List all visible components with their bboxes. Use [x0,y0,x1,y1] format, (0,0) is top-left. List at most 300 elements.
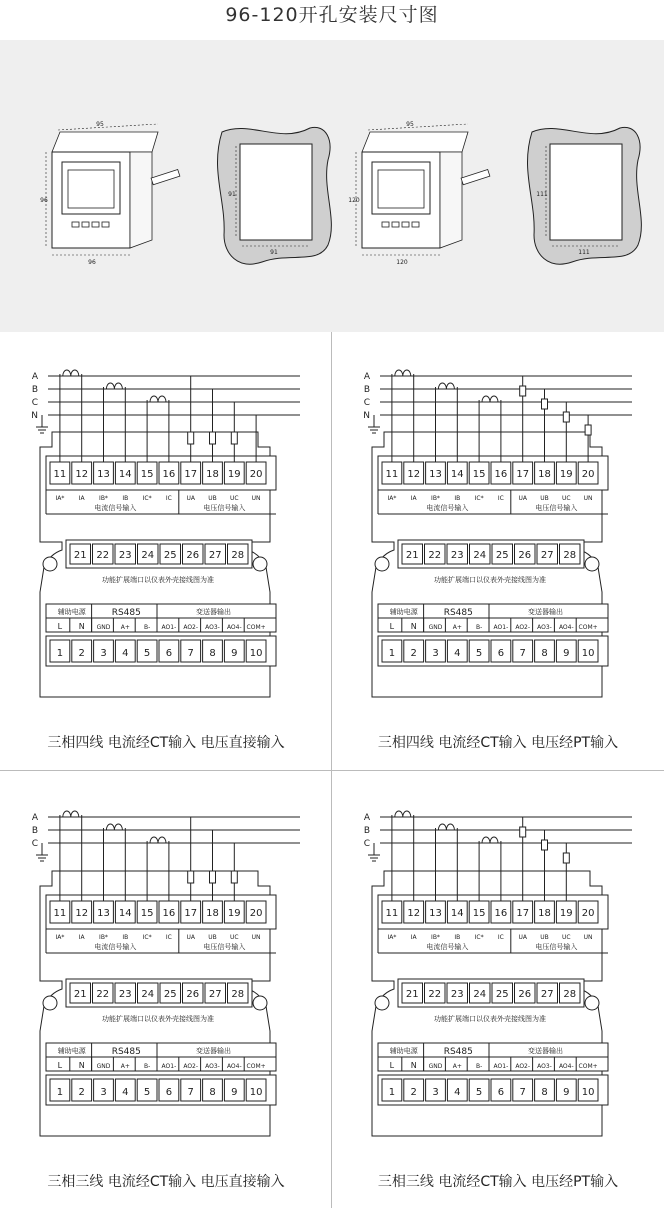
terminal-num-15: 15 [472,469,486,480]
terminal-num-15: 15 [140,908,154,919]
wiring-diagram-3p3w-ct-pt [332,771,664,1208]
terminal-label-15: IC* [474,934,484,941]
phase-label-c: C [31,839,38,849]
phase-label-c: C [31,398,38,408]
pt-fuse [563,853,569,863]
meter-top-face [52,132,158,152]
mount-clip [461,169,490,184]
expansion-note: 功能扩展端口以仪表外壳接线图为准 [102,576,214,584]
voltage-group-label: 电压信号输入 [203,943,246,951]
ct-coil [63,370,79,376]
meter-drawing [40,121,180,266]
install-panel [0,40,664,332]
terminal-num-2: 2 [78,1087,85,1098]
terminal-num-23: 23 [118,550,132,561]
bottom-label-9: COM+ [246,624,266,631]
bottom-label-1: N [410,1061,417,1070]
terminal-num-20: 20 [249,908,263,919]
bottom-label-9: COM+ [246,1063,266,1070]
terminal-label-16: IC [497,495,504,502]
terminal-num-8: 8 [541,1087,548,1098]
ct-coil [106,383,122,389]
terminal-num-3: 3 [100,648,107,659]
bottom-label-7: AO3- [537,1063,552,1070]
terminal-num-17: 17 [516,908,530,919]
meter-key [402,222,409,227]
terminal-num-21: 21 [73,550,87,561]
phase-label-a: A [31,813,38,823]
ct-coil [150,396,166,402]
phase-label-b: B [31,385,38,395]
bottom-label-1: N [410,622,417,631]
terminal-label-13: IB* [431,495,440,502]
terminal-num-14: 14 [118,469,132,480]
phase-label-a: A [363,813,370,823]
bottom-label-4: B- [143,1063,151,1070]
terminal-num-19: 19 [559,469,573,480]
expansion-note: 功能扩展端口以仪表外壳接线图为准 [434,1015,546,1023]
caption: 三相三线 电流经CT输入 电压直接输入 [47,1174,285,1190]
caption: 三相四线 电流经CT输入 电压直接输入 [47,735,285,751]
dim-cutout-w: 91 [270,249,278,256]
terminal-num-27: 27 [540,989,554,1000]
terminal-num-5: 5 [143,648,151,659]
dim-cutout-w: 111 [578,249,590,256]
terminal-num-26: 26 [186,989,200,1000]
terminal-label-13: IB* [99,934,108,941]
panel-cutout-drawing [217,127,331,264]
bottom-label-8: AO4- [558,1063,574,1070]
terminal-num-25: 25 [163,989,177,1000]
bottom-label-3: A+ [452,1063,462,1070]
aux-power-label: 辅助电源 [57,1047,86,1055]
voltage-group-label: 电压信号输入 [535,943,578,951]
current-group-label: 电流信号输入 [426,943,469,951]
bottom-label-9: COM+ [578,624,598,631]
phase-label-n: N [363,411,370,421]
terminal-num-28: 28 [231,550,245,561]
terminal-num-27: 27 [208,989,222,1000]
terminal-label-16: IC [165,495,172,502]
terminal-num-6: 6 [165,1087,173,1098]
terminal-num-16: 16 [162,469,176,480]
bottom-label-5: AO1- [161,624,177,631]
phase-label-b: B [363,385,370,395]
terminal-num-18: 18 [206,469,219,480]
terminal-label-13: IB* [99,495,108,502]
bottom-label-7: AO3- [205,624,220,631]
terminal-label-15: IC* [474,495,484,502]
dim-line [58,124,158,130]
terminal-label-19: UC [230,934,239,941]
terminal-label-14: IB [122,495,129,502]
terminal-num-18: 18 [538,908,551,919]
wiring-diagram-3p3w-ct-direct [0,771,332,1208]
dim-depth: 95 [96,121,104,128]
terminal-num-3: 3 [432,648,439,659]
terminal-num-3: 3 [432,1087,439,1098]
terminal-num-4: 4 [454,1087,461,1098]
transmitter-label: 变送器输出 [196,608,231,616]
terminal-label-11: IA* [387,495,397,502]
terminal-num-14: 14 [118,908,132,919]
terminal-num-24: 24 [141,550,155,561]
caption: 三相四线 电流经CT输入 电压经PT输入 [377,735,619,751]
terminal-num-3: 3 [100,1087,107,1098]
terminal-num-25: 25 [495,550,509,561]
terminal-num-11: 11 [385,908,399,919]
bottom-label-3: A+ [120,1063,130,1070]
terminal-num-8: 8 [209,1087,216,1098]
terminal-label-14: IB [454,495,461,502]
terminal-label-19: UC [562,934,571,941]
wiring-diagram-3p4w-ct-pt [332,332,664,769]
terminal-label-12: IA [78,934,85,941]
terminal-num-1: 1 [388,648,396,659]
phase-label-a: A [363,372,370,382]
terminal-num-19: 19 [559,908,573,919]
bottom-label-0: L [389,622,395,631]
terminal-num-25: 25 [495,989,509,1000]
current-group-label: 电流信号输入 [94,943,137,951]
ct-coil [395,370,411,376]
terminal-num-28: 28 [231,989,245,1000]
terminal-num-13: 13 [97,908,110,919]
mount-clip [151,169,180,184]
bottom-label-0: L [57,1061,63,1070]
terminal-num-8: 8 [541,648,548,659]
dim-line [368,124,468,130]
bottom-label-2: GND [96,1063,111,1070]
terminal-num-21: 21 [73,989,87,1000]
pt-fuse [563,412,569,422]
terminal-num-22: 22 [428,989,442,1000]
bottom-label-8: AO4- [558,624,574,631]
dim-width: 120 [396,259,408,266]
meter-top-face [362,132,468,152]
bottom-label-6: AO2- [515,1063,531,1070]
terminal-num-24: 24 [473,989,487,1000]
mount-hole [253,557,267,571]
aux-power-label: 辅助电源 [57,608,86,616]
dim-height: 120 [348,197,360,204]
terminal-num-28: 28 [563,550,577,561]
bottom-label-4: B- [475,624,483,631]
phase-label-b: B [31,826,38,836]
terminal-num-2: 2 [78,648,85,659]
terminal-num-24: 24 [473,550,487,561]
terminal-num-23: 23 [450,989,464,1000]
terminal-num-2: 2 [410,1087,417,1098]
bottom-label-3: A+ [452,624,462,631]
expansion-note: 功能扩展端口以仪表外壳接线图为准 [434,576,546,584]
terminal-num-4: 4 [122,648,129,659]
terminal-num-7: 7 [519,1087,526,1098]
pt-fuse [520,386,526,396]
phase-label-c: C [363,839,370,849]
ct-coil [106,824,122,830]
terminal-num-14: 14 [450,908,464,919]
ct-coil [63,811,79,817]
mount-hole [375,557,389,571]
bottom-label-8: AO4- [226,1063,242,1070]
wiring-diagram-3p4w-ct-direct [0,332,332,769]
terminal-num-1: 1 [388,1087,396,1098]
terminal-num-4: 4 [122,1087,129,1098]
terminal-num-26: 26 [518,989,532,1000]
terminal-num-17: 17 [516,469,530,480]
bottom-label-7: AO3- [205,1063,220,1070]
terminal-num-10: 10 [581,648,595,659]
terminal-num-26: 26 [518,550,532,561]
bottom-label-2: GND [428,624,443,631]
terminal-num-5: 5 [475,648,483,659]
terminal-num-25: 25 [163,550,177,561]
terminal-num-23: 23 [118,989,132,1000]
terminal-num-12: 12 [407,469,421,480]
terminal-label-18: UB [208,495,217,502]
terminal-num-16: 16 [494,908,508,919]
aux-power-label: 辅助电源 [389,608,418,616]
voltage-group-label: 电压信号输入 [203,504,246,512]
terminal-num-21: 21 [405,550,419,561]
meter-key [412,222,419,227]
terminal-label-20: UN [583,934,593,941]
bottom-label-4: B- [143,624,151,631]
meter-key [392,222,399,227]
mount-hole [585,557,599,571]
terminal-label-15: IC* [142,934,152,941]
terminal-label-19: UC [562,495,571,502]
mount-hole [43,996,57,1010]
terminal-num-11: 11 [53,908,67,919]
terminal-num-18: 18 [538,469,551,480]
terminal-num-27: 27 [540,550,554,561]
rs485-label: RS485 [111,608,141,618]
bottom-label-1: N [78,1061,85,1070]
panel-cutout [550,144,622,240]
terminal-num-7: 7 [187,648,194,659]
terminal-num-10: 10 [581,1087,595,1098]
terminal-label-16: IC [497,934,504,941]
terminal-label-17: UA [186,934,195,941]
terminal-num-11: 11 [385,469,399,480]
terminal-num-23: 23 [450,550,464,561]
aux-power-label: 辅助电源 [389,1047,418,1055]
terminal-label-12: IA [78,495,85,502]
install-drawing [0,40,664,332]
terminal-num-5: 5 [143,1087,151,1098]
terminal-num-7: 7 [519,648,526,659]
phase-label-c: C [363,398,370,408]
dim-cutout-h: 111 [536,191,548,198]
terminal-num-9: 9 [231,648,238,659]
bottom-label-6: AO2- [183,624,199,631]
terminal-label-15: IC* [142,495,152,502]
terminal-num-22: 22 [96,989,110,1000]
terminal-label-11: IA* [387,934,397,941]
ct-coil [395,811,411,817]
bottom-label-7: AO3- [537,624,552,631]
expansion-note: 功能扩展端口以仪表外壳接线图为准 [102,1015,214,1023]
terminal-num-6: 6 [497,1087,505,1098]
terminal-label-18: UB [208,934,217,941]
terminal-label-12: IA [410,495,417,502]
terminal-num-27: 27 [208,550,222,561]
meter-screen [378,170,424,208]
mount-hole [375,996,389,1010]
bottom-label-0: L [57,622,63,631]
terminal-num-7: 7 [187,1087,194,1098]
terminal-num-20: 20 [249,469,263,480]
terminal-num-24: 24 [141,989,155,1000]
ct-coil [150,837,166,843]
phase-label-n: N [31,411,38,421]
fuse [210,432,216,444]
terminal-label-11: IA* [55,495,65,502]
bottom-label-1: N [78,622,85,631]
meter-drawing [348,121,490,266]
ct-coil [438,383,454,389]
terminal-num-12: 12 [75,469,89,480]
terminal-label-13: IB* [431,934,440,941]
voltage-group-label: 电压信号输入 [535,504,578,512]
panel-cutout [240,144,312,240]
meter-side-face [440,152,462,248]
terminal-num-6: 6 [165,648,173,659]
meter-key [382,222,389,227]
meter-key [102,222,109,227]
terminal-num-22: 22 [96,550,110,561]
terminal-num-8: 8 [209,648,216,659]
terminal-num-18: 18 [206,908,219,919]
terminal-num-12: 12 [407,908,421,919]
terminal-label-17: UA [186,495,195,502]
transmitter-label: 变送器输出 [196,1047,231,1055]
dim-width: 96 [88,259,96,266]
bottom-label-9: COM+ [578,1063,598,1070]
rs485-label: RS485 [443,608,473,618]
rs485-label: RS485 [443,1047,473,1057]
terminal-label-20: UN [251,934,261,941]
terminal-label-17: UA [518,495,527,502]
terminal-num-9: 9 [231,1087,238,1098]
terminal-num-1: 1 [56,648,64,659]
page-title: 96-120开孔安装尺寸图 [225,4,439,26]
fuse [188,432,194,444]
meter-side-face [130,152,152,248]
terminal-label-20: UN [583,495,593,502]
terminal-num-9: 9 [563,1087,570,1098]
terminal-num-28: 28 [563,989,577,1000]
rs485-label: RS485 [111,1047,141,1057]
panel-cutout-drawing [527,127,641,264]
bottom-label-5: AO1- [493,1063,509,1070]
terminal-num-5: 5 [475,1087,483,1098]
caption: 三相三线 电流经CT输入 电压经PT输入 [377,1174,619,1190]
meter-key [72,222,79,227]
terminal-num-21: 21 [405,989,419,1000]
terminal-num-1: 1 [56,1087,64,1098]
terminal-num-17: 17 [184,469,198,480]
transmitter-label: 变送器输出 [528,1047,563,1055]
pt-fuse [542,399,548,409]
terminal-label-18: UB [540,495,549,502]
terminal-num-15: 15 [472,908,486,919]
bottom-label-0: L [389,1061,395,1070]
terminal-num-13: 13 [97,469,110,480]
mount-hole [43,557,57,571]
bottom-label-6: AO2- [515,624,531,631]
bottom-label-8: AO4- [226,624,242,631]
bottom-label-2: GND [96,624,111,631]
terminal-num-26: 26 [186,550,200,561]
ct-coil [438,824,454,830]
bottom-label-2: GND [428,1063,443,1070]
meter-screen [68,170,114,208]
terminal-label-19: UC [230,495,239,502]
bottom-label-3: A+ [120,624,130,631]
pt-fuse [520,827,526,837]
fuse [231,871,237,883]
terminal-num-13: 13 [429,469,442,480]
terminal-num-14: 14 [450,469,464,480]
terminal-label-14: IB [454,934,461,941]
terminal-num-16: 16 [162,908,176,919]
phase-label-a: A [31,372,38,382]
fuse [231,432,237,444]
terminal-num-15: 15 [140,469,154,480]
terminal-label-20: UN [251,495,261,502]
bottom-label-6: AO2- [183,1063,199,1070]
dim-cutout-h: 91 [228,191,236,198]
phase-label-b: B [363,826,370,836]
terminal-num-19: 19 [227,908,241,919]
transmitter-label: 变送器输出 [528,608,563,616]
terminal-num-6: 6 [497,648,505,659]
terminal-num-10: 10 [249,648,263,659]
terminal-num-12: 12 [75,908,89,919]
terminal-num-22: 22 [428,550,442,561]
terminal-label-16: IC [165,934,172,941]
mount-hole [585,996,599,1010]
terminal-num-20: 20 [581,908,595,919]
mount-hole [253,996,267,1010]
pt-fuse [542,840,548,850]
current-group-label: 电流信号输入 [426,504,469,512]
current-group-label: 电流信号输入 [94,504,137,512]
terminal-num-2: 2 [410,648,417,659]
terminal-num-19: 19 [227,469,241,480]
fuse [188,871,194,883]
meter-key [92,222,99,227]
pt-fuse [585,425,591,435]
terminal-num-13: 13 [429,908,442,919]
terminal-num-17: 17 [184,908,198,919]
terminal-label-18: UB [540,934,549,941]
terminal-label-17: UA [518,934,527,941]
terminal-num-4: 4 [454,648,461,659]
bottom-label-5: AO1- [161,1063,177,1070]
terminal-num-20: 20 [581,469,595,480]
terminal-label-12: IA [410,934,417,941]
ct-coil [482,837,498,843]
terminal-num-10: 10 [249,1087,263,1098]
dim-depth: 95 [406,121,414,128]
terminal-label-11: IA* [55,934,65,941]
terminal-num-11: 11 [53,469,67,480]
terminal-label-14: IB [122,934,129,941]
